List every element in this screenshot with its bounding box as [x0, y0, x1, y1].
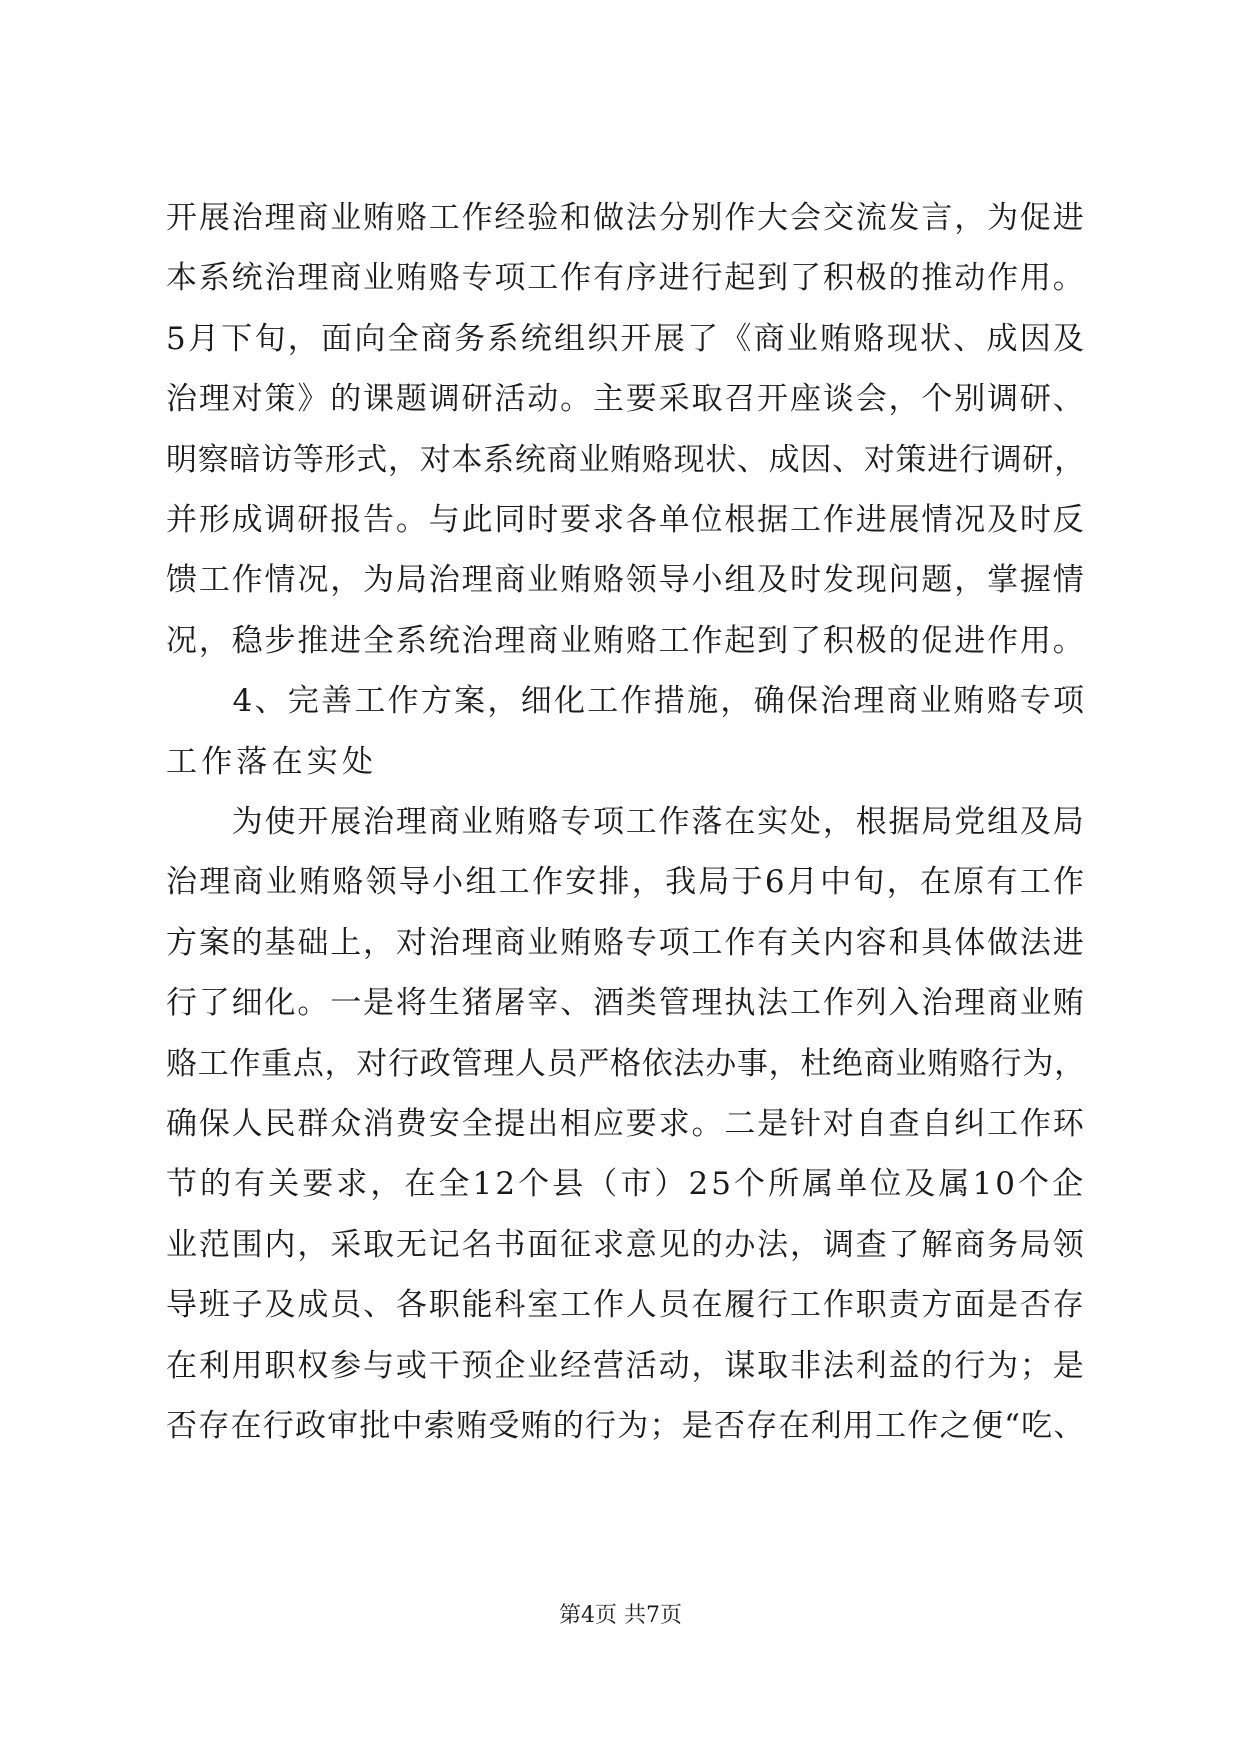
text-line: 业范围内，采取无记名书面征求意见的办法，调查了解商务局领 — [166, 1226, 1086, 1263]
text-line: 确保人民群众消费安全提出相应要求。二是针对自查自纠工作环 — [166, 1106, 1086, 1142]
text-line: 5月下旬，面向全商务系统组织开展了《商业贿赂现状、成因及 — [166, 320, 1086, 357]
text-line: 否存在行政审批中索贿受贿的行为；是否存在利用工作之便“吃、 — [166, 1408, 1086, 1444]
text-line: 工作落在实处 — [166, 743, 378, 780]
text-line: 况，稳步推进全系统治理商业贿赂工作起到了积极的促进作用。 — [166, 622, 1086, 659]
text-line: 馈工作情况，为局治理商业贿赂领导小组及时发现问题，掌握情 — [166, 562, 1086, 599]
text-line: 赂工作重点，对行政管理人员严格依法办事，杜绝商业贿赂行为， — [166, 1045, 1086, 1082]
text-line: 并形成调研报告。与此同时要求各单位根据工作进展情况及时反 — [166, 502, 1086, 538]
text-line: 本系统治理商业贿赂专项工作有序进行起到了积极的推动作用。 — [166, 260, 1086, 297]
text-line: 明察暗访等形式，对本系统商业贿赂现状、成因、对策进行调研， — [166, 441, 1086, 478]
text-line: 行了细化。一是将生猪屠宰、酒类管理执法工作列入治理商业贿 — [166, 985, 1086, 1022]
text-line: 治理商业贿赂领导小组工作安排，我局于6月中旬，在原有工作 — [166, 864, 1086, 901]
text-line: 在利用职权参与或干预企业经营活动，谋取非法利益的行为；是 — [166, 1347, 1086, 1384]
page-footer: 第4页 共7页 — [559, 1603, 682, 1628]
text-line: 开展治理商业贿赂工作经验和做法分别作大会交流发言，为促进 — [166, 200, 1086, 236]
text-line: 4、完善工作方案，细化工作措施，确保治理商业贿赂专项 — [166, 683, 1086, 720]
text-line: 为使开展治理商业贿赂专项工作落在实处，根据局党组及局 — [166, 804, 1086, 840]
text-line: 治理对策》的课题调研活动。主要采取召开座谈会，个别调研、 — [166, 381, 1086, 418]
text-line: 导班子及成员、各职能科室工作人员在履行工作职责方面是否存 — [166, 1287, 1086, 1324]
text-line: 节的有关要求，在全12个县（市）25个所属单位及属10个企 — [166, 1166, 1086, 1203]
text-line: 方案的基础上，对治理商业贿赂专项工作有关内容和具体做法进 — [166, 924, 1086, 961]
